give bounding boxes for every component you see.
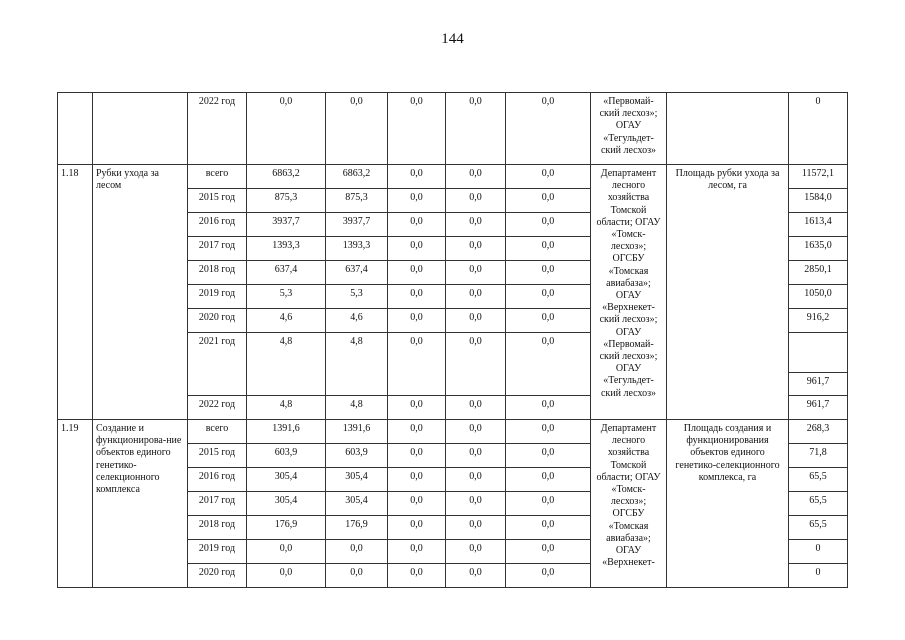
value-cell: 0,0 <box>446 420 506 444</box>
value-cell: 0,0 <box>446 333 506 396</box>
year-cell: 2015 год <box>188 444 247 468</box>
indicator-name-cell: Площадь создания и функционирования объектов единого генетико-селекционного комплекса, га <box>667 420 789 588</box>
value-cell: 0,0 <box>388 309 446 333</box>
value-cell: 637,4 <box>326 261 388 285</box>
value-cell: 0,0 <box>446 261 506 285</box>
value-cell: 0,0 <box>446 285 506 309</box>
value-cell: 0,0 <box>388 237 446 261</box>
executor-cell: Департамент лесного хозяйства Томской области; ОГАУ «Томск-лесхоз»; ОГСБУ «Томская авиабаза»; ОГАУ «Верхнекет- <box>591 420 667 588</box>
indicator-value-cell: 0 <box>789 540 848 564</box>
indicator-value-cell <box>789 333 848 396</box>
row-number-cell: 1.18 <box>58 165 93 420</box>
value-cell: 0,0 <box>506 333 591 396</box>
value-cell: 0,0 <box>446 444 506 468</box>
row-number-cell <box>58 93 93 165</box>
table-row <box>58 420 848 444</box>
value-cell: 0,0 <box>388 564 446 588</box>
value-cell: 0,0 <box>388 189 446 213</box>
value-cell: 0,0 <box>506 165 591 189</box>
table-row <box>58 165 848 189</box>
value-cell: 4,6 <box>247 309 326 333</box>
activity-name-cell <box>93 93 188 165</box>
value-cell: 176,9 <box>326 516 388 540</box>
value-cell: 4,8 <box>247 396 326 420</box>
indicator-name-cell <box>667 93 789 165</box>
value-cell: 0,0 <box>446 492 506 516</box>
value-cell: 0,0 <box>446 237 506 261</box>
indicator-value-cell: 65,5 <box>789 492 848 516</box>
year-cell: 2019 год <box>188 540 247 564</box>
value-cell: 0,0 <box>388 285 446 309</box>
value-cell: 0,0 <box>388 93 446 165</box>
value-cell: 637,4 <box>247 261 326 285</box>
value-cell: 6863,2 <box>247 165 326 189</box>
value-cell: 0,0 <box>388 165 446 189</box>
indicator-value-cell: 0 <box>789 93 848 165</box>
value-cell: 1393,3 <box>326 237 388 261</box>
value-cell: 5,3 <box>247 285 326 309</box>
year-cell: 2016 год <box>188 468 247 492</box>
value-cell: 603,9 <box>326 444 388 468</box>
executor-cell: Департамент лесного хозяйства Томской области; ОГАУ «Томск-лесхоз»; ОГСБУ «Томская авиабаза»; ОГАУ «Верхнекет-ский лесхоз»; ОГАУ «Первомай-ский лесхоз»; ОГАУ «Тегульдет-ский лесхоз» <box>591 165 667 420</box>
value-cell: 0,0 <box>326 564 388 588</box>
row-number-cell: 1.19 <box>58 420 93 588</box>
indicator-value-cell: 65,5 <box>789 468 848 492</box>
executor-cell: «Первомай-ский лесхоз»; ОГАУ «Тегульдет-ский лесхоз» <box>591 93 667 165</box>
value-cell: 4,6 <box>326 309 388 333</box>
value-cell: 0,0 <box>506 420 591 444</box>
table-row <box>58 93 848 165</box>
page-number: 144 <box>441 31 464 47</box>
value-cell: 0,0 <box>506 540 591 564</box>
indicator-value-cell: 961,7 <box>789 396 848 420</box>
value-cell: 0,0 <box>506 189 591 213</box>
value-cell: 0,0 <box>388 333 446 396</box>
value-cell: 0,0 <box>506 468 591 492</box>
value-cell: 3937,7 <box>247 213 326 237</box>
indicator-value-cell: 1584,0 <box>789 189 848 213</box>
value-cell: 0,0 <box>326 540 388 564</box>
value-cell: 0,0 <box>506 285 591 309</box>
value-cell: 0,0 <box>506 93 591 165</box>
year-cell: всего <box>188 165 247 189</box>
value-cell: 305,4 <box>326 468 388 492</box>
value-cell: 0,0 <box>506 444 591 468</box>
value-cell: 0,0 <box>446 165 506 189</box>
year-cell: 2016 год <box>188 213 247 237</box>
value-cell: 1391,6 <box>247 420 326 444</box>
value-cell: 0,0 <box>446 540 506 564</box>
value-cell: 0,0 <box>388 468 446 492</box>
value-cell: 0,0 <box>388 213 446 237</box>
value-cell: 0,0 <box>446 516 506 540</box>
value-cell: 0,0 <box>388 492 446 516</box>
value-cell: 0,0 <box>506 492 591 516</box>
indicator-value-lower: 961,7 <box>789 372 847 391</box>
value-cell: 0,0 <box>247 564 326 588</box>
value-cell: 0,0 <box>446 396 506 420</box>
indicator-value-cell: 1050,0 <box>789 285 848 309</box>
year-cell: 2015 год <box>188 189 247 213</box>
indicator-value-cell: 11572,1 <box>789 165 848 189</box>
value-cell: 0,0 <box>388 444 446 468</box>
value-cell: 4,8 <box>326 333 388 396</box>
value-cell: 0,0 <box>247 540 326 564</box>
value-cell: 305,4 <box>326 492 388 516</box>
value-cell: 0,0 <box>247 93 326 165</box>
year-cell: 2019 год <box>188 285 247 309</box>
year-cell: 2021 год <box>188 333 247 396</box>
indicator-value-cell: 65,5 <box>789 516 848 540</box>
indicator-value-cell: 0 <box>789 564 848 588</box>
year-cell: 2018 год <box>188 516 247 540</box>
value-cell: 0,0 <box>506 516 591 540</box>
value-cell: 6863,2 <box>326 165 388 189</box>
activity-name-cell: Рубки ухода за лесом <box>93 165 188 420</box>
value-cell: 0,0 <box>506 564 591 588</box>
value-cell: 0,0 <box>506 237 591 261</box>
value-cell: 305,4 <box>247 492 326 516</box>
program-table <box>57 92 848 588</box>
value-cell: 0,0 <box>446 189 506 213</box>
year-cell: 2022 год <box>188 396 247 420</box>
value-cell: 0,0 <box>446 93 506 165</box>
value-cell: 0,0 <box>506 309 591 333</box>
activity-name-cell: Создание и функционирова-ние объектов единого генетико-селекционного комплекса <box>93 420 188 588</box>
value-cell: 603,9 <box>247 444 326 468</box>
year-cell: всего <box>188 420 247 444</box>
value-cell: 875,3 <box>247 189 326 213</box>
year-cell: 2020 год <box>188 564 247 588</box>
value-cell: 0,0 <box>388 396 446 420</box>
value-cell: 0,0 <box>446 564 506 588</box>
year-cell: 2018 год <box>188 261 247 285</box>
indicator-value-cell: 916,2 <box>789 309 848 333</box>
value-cell: 0,0 <box>388 540 446 564</box>
value-cell: 0,0 <box>446 468 506 492</box>
value-cell: 176,9 <box>247 516 326 540</box>
value-cell: 4,8 <box>326 396 388 420</box>
value-cell: 0,0 <box>388 516 446 540</box>
value-cell: 305,4 <box>247 468 326 492</box>
year-cell: 2022 год <box>188 93 247 165</box>
value-cell: 0,0 <box>506 261 591 285</box>
indicator-value-cell: 1635,0 <box>789 237 848 261</box>
value-cell: 0,0 <box>506 396 591 420</box>
value-cell: 1391,6 <box>326 420 388 444</box>
value-cell: 3937,7 <box>326 213 388 237</box>
year-cell: 2017 год <box>188 492 247 516</box>
indicator-value-cell: 71,8 <box>789 444 848 468</box>
value-cell: 0,0 <box>446 309 506 333</box>
value-cell: 0,0 <box>388 261 446 285</box>
value-cell: 0,0 <box>388 420 446 444</box>
value-cell: 0,0 <box>446 213 506 237</box>
value-cell: 0,0 <box>506 213 591 237</box>
indicator-value-cell: 268,3 <box>789 420 848 444</box>
indicator-name-cell: Площадь рубки ухода за лесом, га <box>667 165 789 420</box>
year-cell: 2017 год <box>188 237 247 261</box>
indicator-value-upper <box>789 333 847 372</box>
indicator-value-cell: 1613,4 <box>789 213 848 237</box>
value-cell: 4,8 <box>247 333 326 396</box>
value-cell: 1393,3 <box>247 237 326 261</box>
indicator-value-cell: 2850,1 <box>789 261 848 285</box>
year-cell: 2020 год <box>188 309 247 333</box>
value-cell: 5,3 <box>326 285 388 309</box>
value-cell: 0,0 <box>326 93 388 165</box>
value-cell: 875,3 <box>326 189 388 213</box>
